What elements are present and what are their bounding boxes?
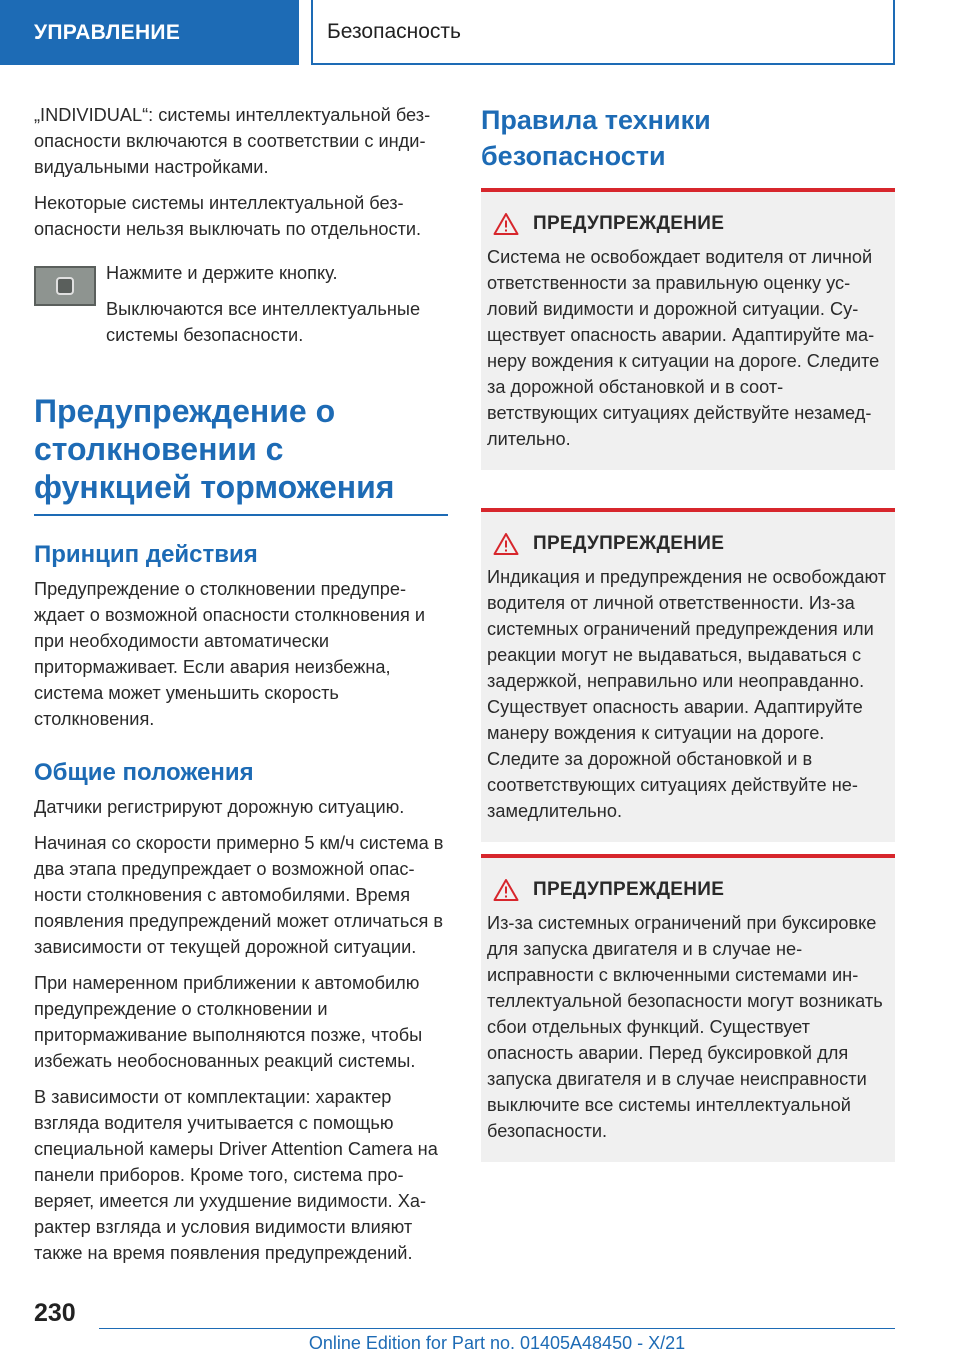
warning-label: ПРЕДУПРЕЖДЕНИЕ bbox=[533, 879, 725, 900]
warning-triangle-icon bbox=[493, 878, 519, 902]
page-number: 230 bbox=[34, 1299, 76, 1327]
chapter-title: УПРАВЛЕНИЕ bbox=[34, 20, 181, 44]
driver-assist-button-icon bbox=[34, 266, 96, 306]
heading-divider bbox=[34, 514, 448, 516]
button-instruction bbox=[34, 260, 448, 348]
right-column bbox=[481, 102, 895, 1162]
warning-label: ПРЕДУПРЕЖДЕНИЕ bbox=[533, 533, 725, 554]
section-title-header: Безопасность bbox=[327, 19, 461, 43]
warning-box bbox=[481, 192, 895, 470]
general-paragraph-4: В зависимости от комплектации: характер взгляда водителя учитывается с помощью специальной камеры Driver Attention Camera на панели приборов. Кроме того, система проверяет, имеется ли ухудшение видимости. Характер взгляда и условия видимости влияют также на время появления предупреждений. bbox=[34, 1087, 438, 1263]
heading-general: Общие положения bbox=[34, 759, 254, 786]
general-paragraph-1: Датчики регистрируют дорожную ситуацию. bbox=[34, 797, 405, 817]
warning-box bbox=[481, 512, 895, 842]
section-header bbox=[311, 0, 895, 65]
warning-triangle-icon bbox=[493, 212, 519, 236]
footer-divider bbox=[99, 1328, 895, 1329]
principle-text: Предупреждение о столкновении предупреждает о возможной опасности столкновения и при необходимости автоматически притормаживает. Если авария неизбежна, система может уменьшить скорость столкновения. bbox=[34, 579, 426, 729]
warning-box bbox=[481, 858, 895, 1162]
button-step: Нажмите и держите кнопку. bbox=[106, 263, 338, 283]
heading-principle: Принцип действия bbox=[34, 541, 258, 568]
general-paragraph-3: При намеренном приближении к автомобилю предупреждение о столкновении и притормаживание выполняются позже, чтобы избежать необоснованных реакций системы. bbox=[34, 973, 423, 1071]
button-result: Выключаются все интеллектуальные системы безопасности. bbox=[106, 299, 421, 345]
chapter-tab[interactable] bbox=[0, 0, 299, 65]
warning-text: Индикация и предупреждения не освобождают водителя от личной ответственности. Из-за системных ограничений предупреждения или реакции могут не выдаваться, выдаваться с задержкой, неправильно или неоправданно. Существует опасность аварии. Адаптируйте манеру вождения к ситуации на дороге. Следите за дорожной обстановкой и в соответствующих ситуациях действуйте незамедлительно. bbox=[487, 567, 887, 821]
safety-rules-title: Правила техники безопасности bbox=[481, 105, 711, 171]
warning-text: Из-за системных ограничений при буксировке для запуска двигателя и в случае неисправности с включенными системами интеллектуальной безопасности могут возникать сбои отдельных функций. Существует опасность аварии. Перед буксировкой для запуска двигателя и в случае неисправности выключите все системы интеллектуальной безопасности. bbox=[487, 913, 883, 1141]
left-column bbox=[34, 102, 448, 1276]
warning-triangle-icon bbox=[493, 532, 519, 556]
paragraph-individual: „INDIVIDUAL“: системы интеллектуальной безопасности включаются в соответствии с индивидуальными настройками. bbox=[34, 105, 431, 177]
paragraph-some-systems: Некоторые системы интеллектуальной безопасности нельзя выключать по отдельности. bbox=[34, 193, 422, 239]
warning-text: Система не освобождает водителя от личной ответственности за правильную оценку условий видимости и дорожной ситуации. Существует опасность аварии. Адаптируйте манеру вождения к ситуации на дороге. Следите за дорожной обстановкой и в соответствующих ситуациях действуйте незамедлительно. bbox=[487, 247, 880, 449]
general-paragraph-2: Начиная со скорости примерно 5 км/ч система в два этапа предупреждает о возможной опасности столкновения с автомобилями. Время появления предупреждений может отличаться в зависимости от текущей дорожной ситуации. bbox=[34, 833, 444, 957]
edition-footer[interactable]: Online Edition for Part no. 01405A48450 - X/21 bbox=[308, 1333, 686, 1353]
heading-collision-warning: Предупреждение о столкновении с функцией торможения bbox=[34, 393, 395, 505]
warning-label: ПРЕДУПРЕЖДЕНИЕ bbox=[533, 213, 725, 234]
